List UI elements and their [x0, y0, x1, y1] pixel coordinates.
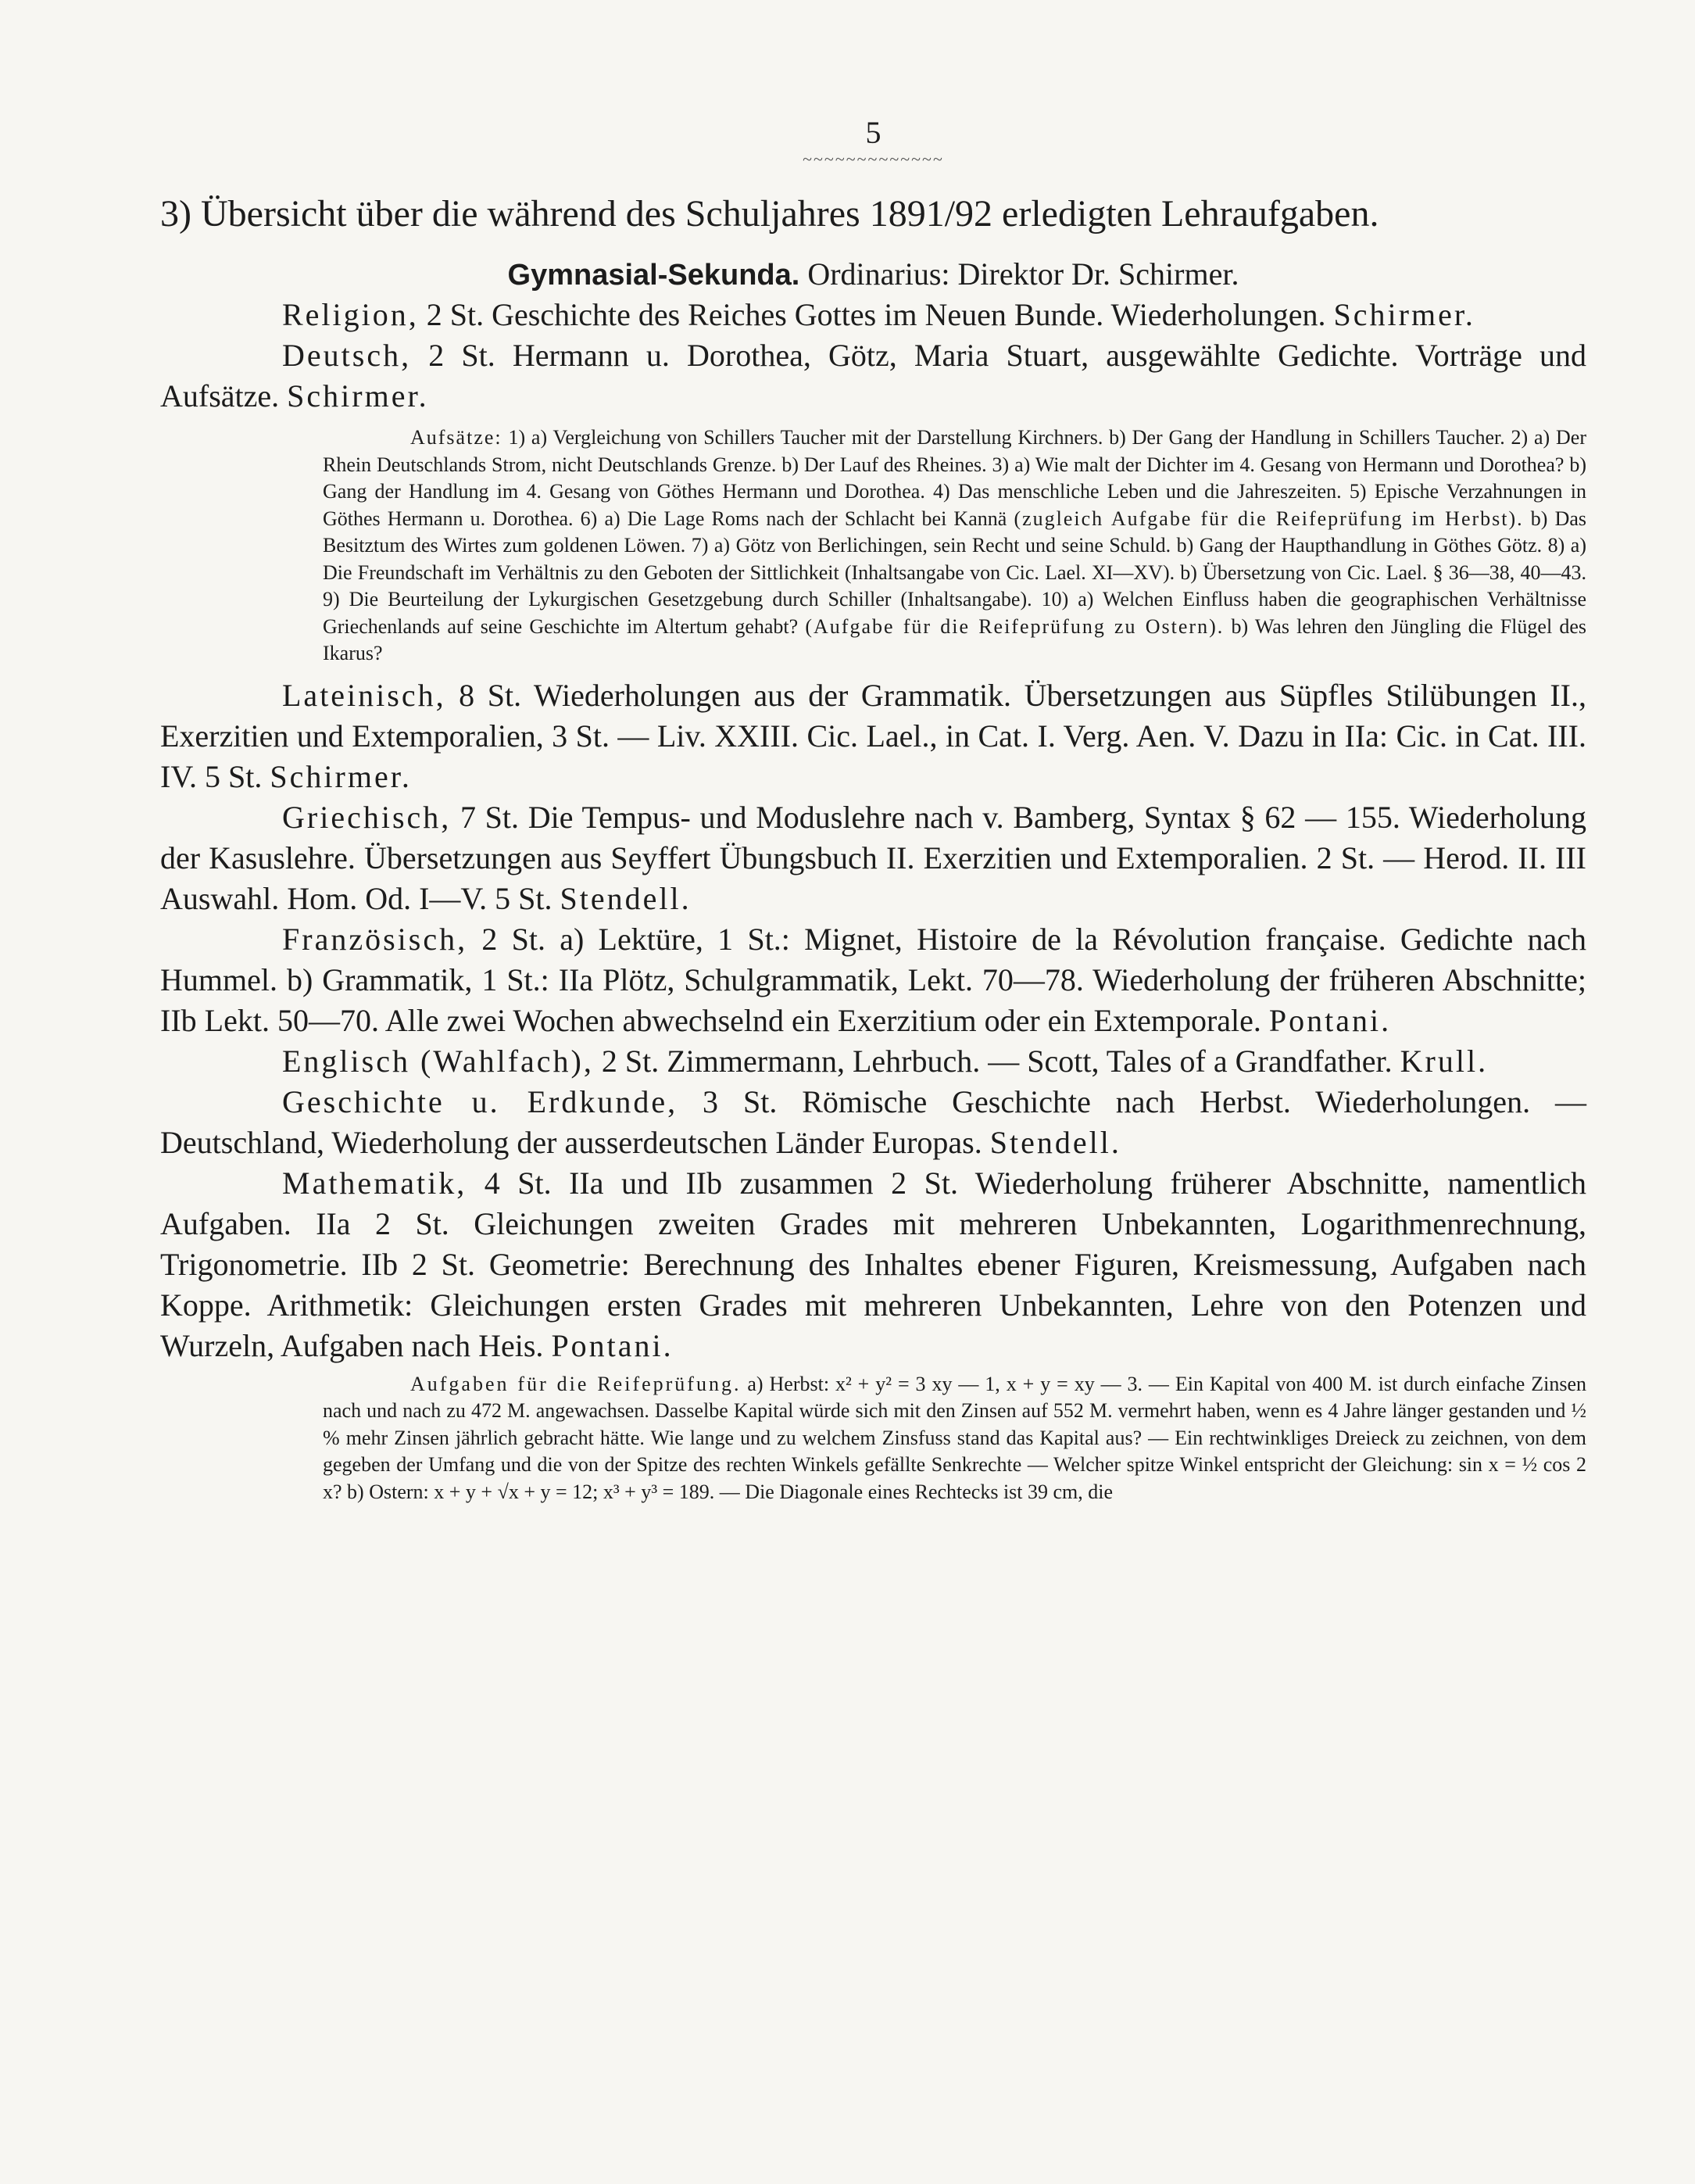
subject-name: Französisch,	[282, 921, 468, 957]
subject-deutsch	[160, 335, 1586, 417]
aufsaetze-block	[323, 424, 1586, 668]
subject-griechisch	[160, 797, 1586, 919]
subject-lateinisch	[160, 675, 1586, 797]
reifepruefung-block	[323, 1371, 1586, 1506]
reifepruefung-label: Aufgaben für die Reifeprüfung.	[410, 1372, 742, 1395]
teacher: Krull.	[1400, 1043, 1489, 1079]
reifepruefung-herbst: a) Herbst: x² + y² = 3 xy — 1, x + y = xy — 3. — Ein Kapital von 400 M. ist durch einfache Zinsen nach und nach zu 472 M. angewachsen. Dasselbe Kapital würde sich mit den Zinsen auf 552 M. vermehrt haben, wenn es 4 Jahre länger gestanden und ½ % mehr Zinsen jährlich gebracht hätte. Wie lange und zu welchem Zinsfuss stand das Kapital aus? — Ein rechtwinkliges Dreieck zu zeichnen, von dem gegeben der Umfang und die von der Spitze des rechten Winkels gefällte Senkrechte — Welcher spitze Winkel entspricht der Gleichung: sin x = ½ cos 2 x? b)	[323, 1372, 1586, 1503]
subject-mathematik	[160, 1163, 1586, 1366]
exam-note: (Aufgabe für die Reifeprüfung zu Ostern).	[805, 614, 1225, 638]
class-name: Gymnasial-Sekunda.	[507, 259, 800, 292]
subject-text: 2 St. a) Lektüre, 1 St.: Mignet, Histoire de la Révolution française. Gedichte nach Hummel. b) Grammatik, 1 St.: IIa Plötz, Schulgrammatik, Lekt. 70—78. Wiederholung der früheren Abschnitte; IIb Lekt. 50—70. Alle zwei Wochen abwechselnd ein Exerzitium oder ein Extemporale.	[160, 921, 1587, 1038]
subject-name: Griechisch,	[282, 799, 452, 835]
subject-name: Religion,	[282, 297, 419, 332]
subject-text: 4 St. IIa und IIb zusammen 2 St. Wiederholung früherer Abschnitte, namentlich Aufgaben. IIa 2 St. Gleichungen zweiten Grades mit mehreren Unbekannten, Logarithmenrechnung, Trigonometrie. IIb 2 St. Geometrie: Berechnung des Inhaltes ebener Figuren, Kreismessung, Aufgaben nach Koppe. Arithmetik: Gleichungen ersten Grades mit mehreren Unbekannten, Lehre von den Potenzen und Wurzeln, Aufgaben nach Heis.	[160, 1165, 1587, 1363]
subject-text: 3 St. Römische Geschichte nach Herbst. Wiederholungen. — Deutschland, Wiederholung der ausserdeutschen Länder Europas.	[160, 1083, 1586, 1160]
aufsaetze-label: Aufsätze:	[410, 426, 502, 449]
teacher: Stendell.	[560, 880, 692, 916]
subject-text: 2 St. Hermann u. Dorothea, Götz, Maria Stuart, ausgewählte Gedichte. Vorträge und Aufsätze.	[160, 338, 1587, 414]
class-line	[160, 255, 1586, 295]
aufsaetze-text: 1) a) Vergleichung von Schillers Taucher mit der Darstellung Kirchners. b) Der Gang der Handlung in Schillers Taucher. 2) a) Der Rhein Deutschlands Strom, nicht Deutschlands Grenze. b) Der Lauf des Rheines. 3) a) Wie malt der Dichter im 4. Gesang von Hermann und Dorothea? b) Gang der Handlung im 4. Gesang von Göthes Hermann und Dorothea. 4) Das menschliche Leben und die Jahreszeiten. 5) Epische Verzahnungen in Göthes Hermann u. Dorothea. 6) a) Die Lage Roms nach der Schlacht bei Kannä	[323, 426, 1587, 530]
teacher: Pontani.	[1268, 1002, 1392, 1038]
ordinarius: Ordinarius: Direktor Dr. Schirmer.	[807, 256, 1239, 292]
teacher: Schirmer.	[1333, 297, 1475, 332]
page-number: 5	[865, 115, 881, 150]
subject-text: 8 St. Wiederholungen aus der Grammatik. Übersetzungen aus Süpfles Stilübungen II., Exerzitien und Extemporalien, 3 St. — Liv. XXIII. Cic. Lael., in Cat. I. Verg. Aen. V. Dazu in IIa: Cic. in Cat. III. IV. 5 St.	[160, 677, 1586, 794]
teacher: Stendell.	[989, 1124, 1121, 1160]
aufsaetze-text-3: b) Was lehren den Jüngling die Flügel des Ikarus?	[323, 614, 1587, 664]
exam-note: (zugleich Aufgabe für die Reifeprüfung im Herbst).	[1014, 507, 1524, 530]
subject-name: Mathematik,	[282, 1165, 467, 1201]
aufsaetze-text-2: b) Das Besitztum des Wirtes zum goldenen Löwen. 7) a) Götz von Berlichingen, sein Recht und seine Schuld. b) Gang der Haupthandlung in Göthes Götz. 8) a) Die Freundschaft im Verhältnis zu den Geboten der Sittlichkeit (Inhaltsangabe von Cic. Lael. XI—XV). b) Übersetzung von Cic. Lael. § 36—38, 40—43. 9) Die Beurteilung der Lykurgischen Gesetzgebung durch Schiller (Inhaltsangabe). 10) a) Welchen Einfluss haben die geographischen Verhältnisse Griechenlands auf seine Geschichte im Altertum gehabt?	[323, 507, 1587, 638]
subject-religion	[160, 295, 1586, 335]
teacher: Schirmer.	[287, 378, 429, 414]
document-page	[160, 117, 1586, 1506]
subject-text: 2 St. Geschichte des Reiches Gottes im Neuen Bunde. Wiederholungen.	[426, 297, 1326, 332]
teacher: Schirmer.	[270, 758, 412, 794]
subject-name: Deutsch,	[282, 338, 412, 373]
subject-name: Geschichte u. Erdkunde,	[282, 1083, 678, 1119]
subject-name: Englisch (Wahlfach),	[282, 1043, 594, 1079]
teacher: Pontani.	[551, 1327, 674, 1363]
ornament-divider: ~~~~~~~~~~~~~	[803, 149, 944, 169]
subject-text: 7 St. Die Tempus- und Moduslehre nach v. Bamberg, Syntax § 62 — 155. Wiederholung der Kasuslehre. Übersetzungen aus Seyffert Übungsbuch II. Exerzitien und Extemporalien. 2 St. — Herod. II. III Auswahl. Hom. Od. I—V. 5 St.	[160, 799, 1587, 916]
subject-englisch	[160, 1041, 1586, 1082]
subject-text: 2 St. Zimmermann, Lehrbuch. — Scott, Tales of a Grandfather.	[601, 1043, 1393, 1079]
reifepruefung-ostern: Ostern: x + y + √x + y = 12; x³ + y³ = 189. — Die Diagonale eines Rechtecks ist 39 cm, die	[369, 1480, 1114, 1503]
section-heading: 3) Übersicht über die während des Schuljahres 1891/92 erledigten Lehraufgaben.	[160, 193, 1379, 235]
subject-geschichte	[160, 1082, 1586, 1163]
subject-name: Lateinisch,	[282, 677, 446, 713]
subject-franzoesisch	[160, 919, 1586, 1041]
